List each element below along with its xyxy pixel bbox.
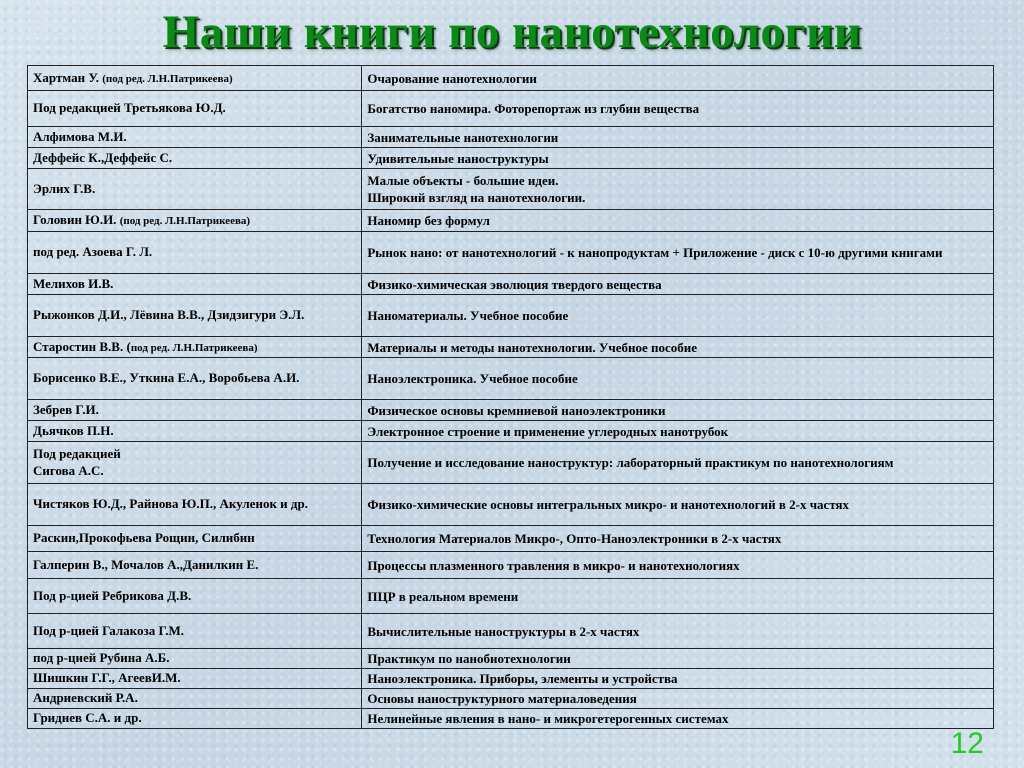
author-text: Дьячков П.Н.	[33, 422, 114, 438]
table-row	[28, 66, 994, 91]
book-title-cell: Удивительные наноструктуры	[362, 148, 994, 169]
table-row	[28, 91, 994, 127]
table-row	[28, 669, 994, 689]
book-title-cell: Вычислительные наноструктуры в 2-х частях	[362, 614, 994, 649]
author-text: Хартман У.	[33, 69, 103, 85]
author-cell	[28, 358, 362, 400]
author-cell	[28, 295, 362, 337]
table-row	[28, 442, 994, 484]
table-row	[28, 421, 994, 442]
table-row	[28, 232, 994, 274]
author-text: Мелихов И.В.	[33, 275, 114, 291]
author-text: Шишкин Г.Г., АгеевИ.М.	[33, 670, 181, 685]
author-text: Головин Ю.И.	[33, 212, 120, 227]
author-cell	[28, 579, 362, 614]
author-text: под ред. Азоева Г. Л.	[33, 244, 153, 259]
book-title-cell: Наноэлектроника. Приборы, элементы и устройства	[362, 669, 994, 689]
author-text: Под редакцией Сигова А.С.	[33, 445, 121, 478]
table-row	[28, 400, 994, 421]
author-text: Под редакцией Третьякова Ю.Д.	[33, 100, 226, 115]
table-row	[28, 358, 994, 400]
table-row	[28, 295, 994, 337]
book-title-cell: Богатство наномира. Фоторепортаж из глубин вещества	[362, 91, 994, 127]
book-title-cell: Нелинейные явления в нано- и микрогетерогенных системах	[362, 709, 994, 729]
author-text: Чистяков Ю.Д., Райнова Ю.П., Акуленок и др.	[33, 496, 308, 511]
book-title-cell: Физико-химические основы интегральных микро- и нанотехнологий в 2-х частях	[362, 484, 994, 526]
book-title-cell: Получение и исследование наноструктур: лабораторный практикум по нанотехнологиям	[362, 442, 994, 484]
author-cell	[28, 649, 362, 669]
author-text: Гриднев С.А. и др.	[33, 710, 142, 725]
table-row	[28, 210, 994, 232]
author-cell	[28, 127, 362, 148]
author-text: Алфимова М.И.	[33, 128, 127, 144]
editor-note: под ред. Л.Н.Патрикеева)	[130, 341, 258, 354]
book-title-cell: Наномир без формул	[362, 210, 994, 232]
author-cell	[28, 526, 362, 552]
author-text: Под р-цией Ребрикова Д.В.	[33, 587, 192, 603]
book-title-cell: Физико-химическая эволюция твердого вещества	[362, 274, 994, 295]
book-title-cell: Процессы плазменного травления в микро- и нанотехнологиях	[362, 552, 994, 579]
author-cell	[28, 91, 362, 127]
author-cell	[28, 614, 362, 649]
table-row	[28, 484, 994, 526]
table-row	[28, 169, 994, 210]
author-cell	[28, 421, 362, 442]
author-text: Андриевский Р.А.	[33, 690, 138, 705]
author-text: Рыжонков Д.И., Лёвина В.В., Дзидзигури Э.Л.	[33, 307, 305, 322]
author-cell	[28, 400, 362, 421]
slide-title: Наши книги по нанотехнологии	[162, 6, 862, 58]
author-text: под р-цией Рубина А.Б.	[33, 650, 170, 665]
table-row	[28, 127, 994, 148]
book-title-cell: Рынок нано: от нанотехнологий - к нанопродуктам + Приложение - диск с 10-ю другими книгами	[362, 232, 994, 274]
author-cell	[28, 169, 362, 210]
table-row	[28, 274, 994, 295]
table-row	[28, 614, 994, 649]
table-row	[28, 337, 994, 358]
book-title-cell: Электронное строение и применение углеродных нанотрубок	[362, 421, 994, 442]
author-text: Зебрев Г.И.	[33, 401, 99, 417]
author-text: Борисенко В.Е., Уткина Е.А., Воробьева А.И.	[33, 370, 300, 385]
book-title-cell: Материалы и методы нанотехнологии. Учебное пособие	[362, 337, 994, 358]
book-title-cell: Основы наноструктурного материаловедения	[362, 689, 994, 709]
editor-note: (под ред. Л.Н.Патрикеева)	[119, 215, 251, 227]
table-row	[28, 709, 994, 729]
book-title-cell: Очарование нанотехнологии	[362, 66, 994, 91]
author-cell	[28, 148, 362, 169]
book-title-cell: Практикум по нанобиотехнологии	[362, 649, 994, 669]
author-cell	[28, 552, 362, 579]
author-text: Деффейс К.,Деффейс С.	[33, 149, 173, 165]
author-cell	[28, 689, 362, 709]
editor-note: (под ред. Л.Н.Патрикеева)	[102, 72, 233, 85]
book-title-cell: Малые объекты - большие идеи. Широкий взгляд на нанотехнологии.	[362, 169, 994, 210]
book-title-cell: Наноматериалы. Учебное пособие	[362, 295, 994, 337]
author-cell	[28, 442, 362, 484]
table-row	[28, 579, 994, 614]
page-number: 12	[950, 727, 984, 760]
author-text: Старостин В.В. (	[33, 338, 131, 354]
book-title-cell: ПЦР в реальном времени	[362, 579, 994, 614]
author-cell	[28, 232, 362, 274]
book-title-cell: Занимательные нанотехнологии	[362, 127, 994, 148]
author-text: Раскин,Прокофьева Рощин, Силибин	[33, 530, 255, 545]
book-title-cell: Наноэлектроника. Учебное пособие	[362, 358, 994, 400]
author-text: Эрлих Г.В.	[33, 180, 96, 196]
table-row	[28, 148, 994, 169]
book-title-cell: Технология Материалов Микро-, Опто-Наноэлектроники в 2-х частях	[362, 526, 994, 552]
author-text: Под р-цией Галакоза Г.М.	[33, 622, 185, 638]
book-title-cell: Физическое основы кремниевой наноэлектроники	[362, 400, 994, 421]
books-table	[27, 65, 994, 729]
author-cell	[28, 709, 362, 729]
author-cell	[28, 337, 362, 358]
table-row	[28, 552, 994, 579]
author-cell	[28, 210, 362, 232]
author-cell	[28, 484, 362, 526]
author-cell	[28, 669, 362, 689]
table-row	[28, 689, 994, 709]
author-cell	[28, 66, 362, 91]
author-cell	[28, 274, 362, 295]
author-text: Галперин В., Мочалов А.,Данилкин Е.	[33, 556, 259, 572]
table-row	[28, 526, 994, 552]
table-row	[28, 649, 994, 669]
